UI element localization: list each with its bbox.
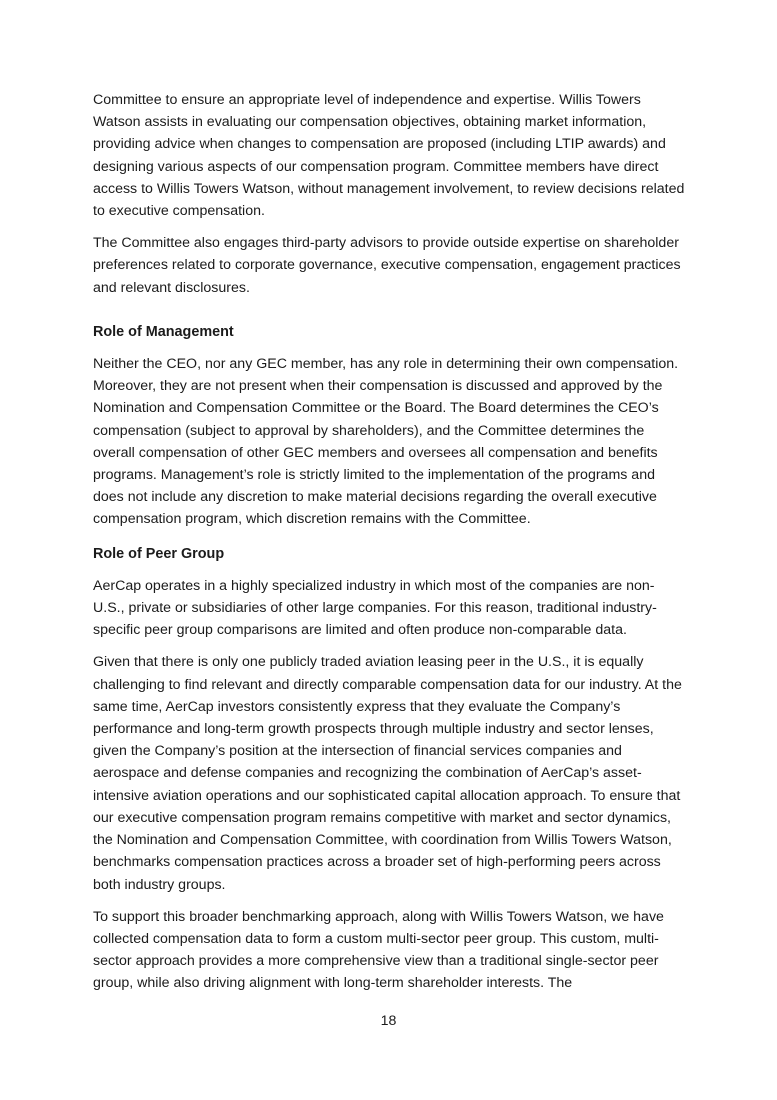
paragraph-benchmarking-rationale: Given that there is only one publicly traded aviation leasing peer in the U.S., it is equally challenging to find relevant and directly comparable compensation data for our industry. At the same time, AerCap investors consistently express that they evaluate the Company’s performance and long-term growth prospects through multiple industry and sector lenses, given the Company’s position at the intersection of financial services companies and aerospace and defense companies and recognizing the combination of AerCap’s asset-intensive aviation operations and our sophisticated capital allocation approach. To ensure that our executive compensation program remains competitive with market and sector dynamics, the Nomination and Compensation Committee, with coordination from Willis Towers Watson, benchmarks compensation practices across a broader set of high-performing peers across both industry groups. xyxy=(93,654,682,893)
page-content xyxy=(93,89,685,1005)
section-heading-role-of-management: Role of Management xyxy=(93,323,234,340)
paragraph-committee-independence: Committee to ensure an appropriate level of independence and expertise. Willis Towers Watson assists in evaluating our compensation objectives, obtaining market information, providing advice when changes to compensation are proposed (including LTIP awards) and designing various aspects of our compensation program. Committee members have direct access to Willis Towers Watson, without management involvement, to review decisions related to executive compensation. xyxy=(93,92,685,220)
paragraph-third-party-advisors: The Committee also engages third-party advisors to provide outside expertise on shareholder preferences related to corporate governance, executive compensation, engagement practices and relevant disclosures. xyxy=(93,235,681,296)
section-heading-role-of-peer-group: Role of Peer Group xyxy=(93,545,225,562)
paragraph-peer-group-industry: AerCap operates in a highly specialized industry in which most of the companies are non-U.S., private or subsidiaries of other large companies. For this reason, traditional industry-specific peer group comparisons are limited and often produce non-comparable data. xyxy=(93,577,657,639)
paragraph-custom-peer-group: To support this broader benchmarking approach, along with Willis Towers Watson, we have collected compensation data to form a custom multi-sector peer group. This custom, multi-sector approach provides a more comprehensive view than a traditional single-sector peer group, while also driving alignment with long-term shareholder interests. The xyxy=(93,908,664,992)
paragraph-role-of-management-body: Neither the CEO, nor any GEC member, has any role in determining their own compensation. Moreover, they are not present when their compensation is discussed and approved by the Nomination and Compensation Committee or the Board. The Board determines the CEO’s compensation (subject to approval by shareholders), and the Committee determines the overall compensation of other GEC members and oversees all compensation and benefits programs. Management’s role is strictly limited to the implementation of the programs and does not include any discretion to make material decisions regarding the overall executive compensation program, which discretion remains with the Committee. xyxy=(93,356,679,528)
page-number: 18 xyxy=(380,1013,397,1029)
